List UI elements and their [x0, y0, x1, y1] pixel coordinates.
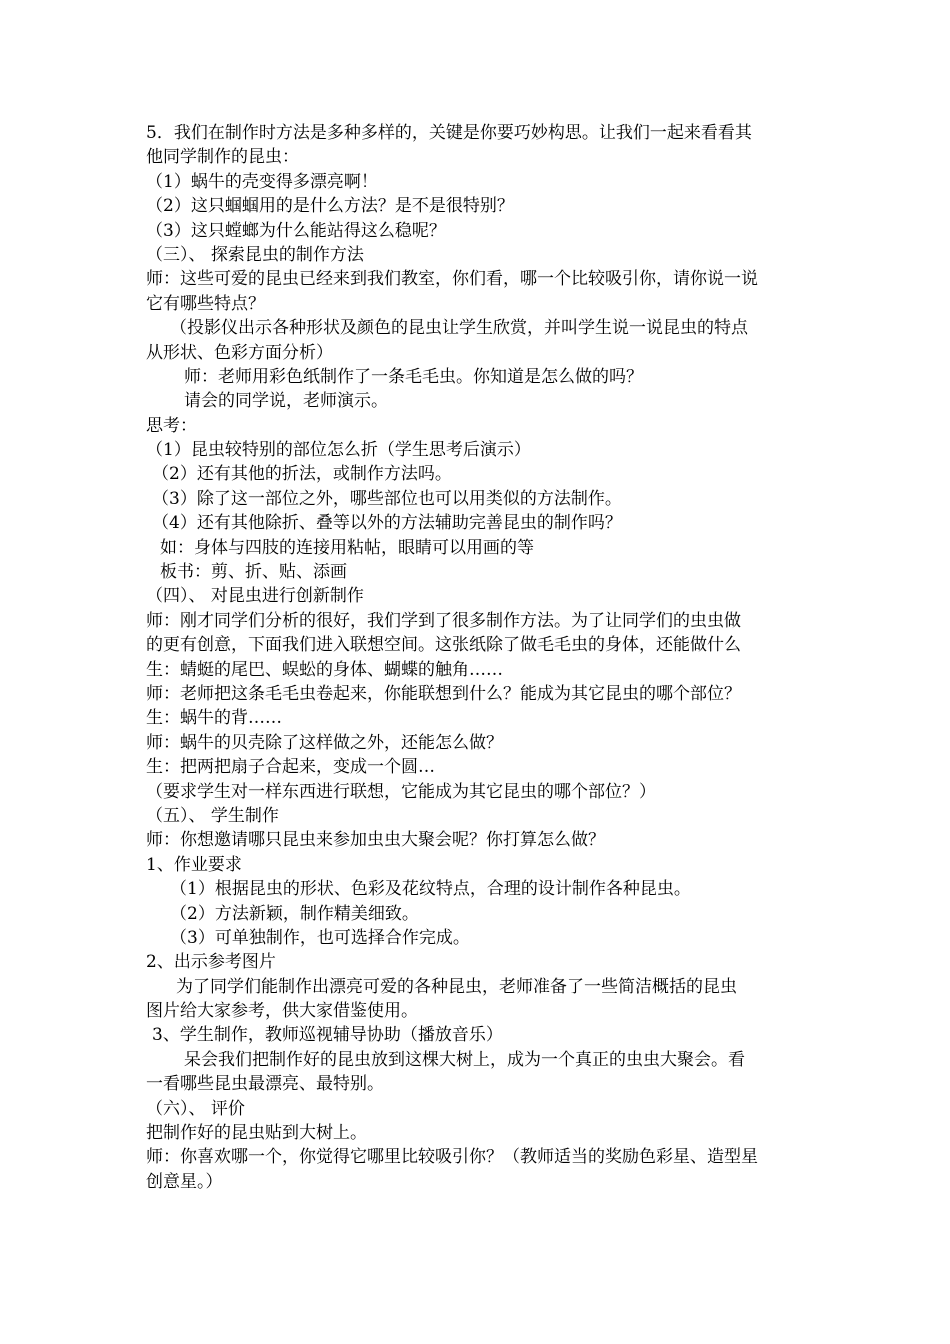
text-line: 从形状、色彩方面分析）	[146, 342, 333, 363]
text-line: 图片给大家参考，供大家借鉴使用。	[146, 1001, 418, 1022]
text-line: 生：把两把扇子合起来，变成一个圆…	[146, 757, 435, 778]
text-line: 师：你想邀请哪只昆虫来参加虫虫大聚会呢？你打算怎么做？	[146, 830, 605, 851]
document-body	[146, 121, 811, 1194]
text-line: 呆会我们把制作好的昆虫放到这棵大树上，成为一个真正的虫虫大聚会。看	[184, 1049, 745, 1070]
text-line: 3、学生制作，教师巡视辅导协助（播放音乐）	[152, 1025, 503, 1046]
text-line: 如：身体与四肢的连接用粘帖，眼睛可以用画的等	[160, 537, 534, 558]
text-line: 1、作业要求	[146, 854, 242, 875]
text-line: （4）还有其他除折、叠等以外的方法辅助完善昆虫的制作吗？	[152, 513, 622, 534]
text-line: （3）可单独制作，也可选择合作完成。	[170, 927, 470, 948]
text-line: 生：蜻蜓的尾巴、蜈蚣的身体、蝴蝶的触角……	[146, 659, 503, 680]
text-line: （2）方法新颖，制作精美细致。	[170, 903, 419, 924]
text-line: 创意星。）	[146, 1171, 223, 1192]
text-line: 他同学制作的昆虫：	[146, 147, 299, 168]
text-line: （三）、 探索昆虫的制作方法	[146, 244, 364, 265]
text-line: （六）、 评价	[146, 1098, 245, 1119]
text-line: （要求学生对一样东西进行联想，它能成为其它昆虫的哪个部位？）	[146, 781, 656, 802]
text-line: （四）、 对昆虫进行创新制作	[146, 586, 364, 607]
text-line: 它有哪些特点？	[146, 293, 265, 314]
text-line: 请会的同学说，老师演示。	[184, 391, 388, 412]
text-line: 2、出示参考图片	[146, 952, 276, 973]
text-line: （五）、 学生制作	[146, 805, 279, 826]
text-line: 的更有创意，下面我们进入联想空间。这张纸除了做毛毛虫的身体，还能做什么	[146, 635, 741, 656]
text-line: 思考：	[146, 415, 197, 436]
text-line: 生：蜗牛的背……	[146, 708, 282, 729]
text-line: （投影仪出示各种形状及颜色的昆虫让学生欣赏，并叫学生说一说昆虫的特点	[170, 318, 748, 339]
text-line: 师：你喜欢哪一个，你觉得它哪里比较吸引你？（教师适当的奖励色彩星、造型星	[146, 1147, 758, 1168]
text-line: 师：蜗牛的贝壳除了这样做之外，还能怎么做？	[146, 732, 503, 753]
text-line: （3）这只螳螂为什么能站得这么稳呢？	[146, 220, 446, 241]
text-line: （3）除了这一部位之外，哪些部位也可以用类似的方法制作。	[152, 488, 622, 509]
text-line: 为了同学们能制作出漂亮可爱的各种昆虫，老师准备了一些简洁概括的昆虫	[176, 976, 737, 997]
text-line: 一看哪些昆虫最漂亮、最特别。	[146, 1074, 384, 1095]
text-line: （1）蜗牛的壳变得多漂亮啊！	[146, 171, 378, 192]
text-line: 师：老师把这条毛毛虫卷起来，你能联想到什么？能成为其它昆虫的哪个部位？	[146, 683, 741, 704]
text-line: 师：这些可爱的昆虫已经来到我们教室，你们看，哪一个比较吸引你，请你说一说	[146, 269, 758, 290]
text-line: 把制作好的昆虫贴到大树上。	[146, 1123, 367, 1144]
text-line: （2）这只蝈蝈用的是什么方法？是不是很特别？	[146, 196, 514, 217]
text-line: 5．我们在制作时方法是多种多样的，关键是你要巧妙构思。让我们一起来看看其	[146, 123, 752, 143]
text-line: （2）还有其他的折法，或制作方法吗。	[152, 464, 452, 485]
text-line: 师：老师用彩色纸制作了一条毛毛虫。你知道是怎么做的吗？	[184, 366, 643, 387]
text-line: 板书：剪、折、贴、添画	[160, 562, 347, 583]
text-line: （1）昆虫较特别的部位怎么折（学生思考后演示）	[146, 440, 531, 461]
text-line: （1）根据昆虫的形状、色彩及花纹特点，合理的设计制作各种昆虫。	[170, 879, 691, 900]
text-line: 师：刚才同学们分析的很好，我们学到了很多制作方法。为了让同学们的虫虫做	[146, 610, 741, 631]
